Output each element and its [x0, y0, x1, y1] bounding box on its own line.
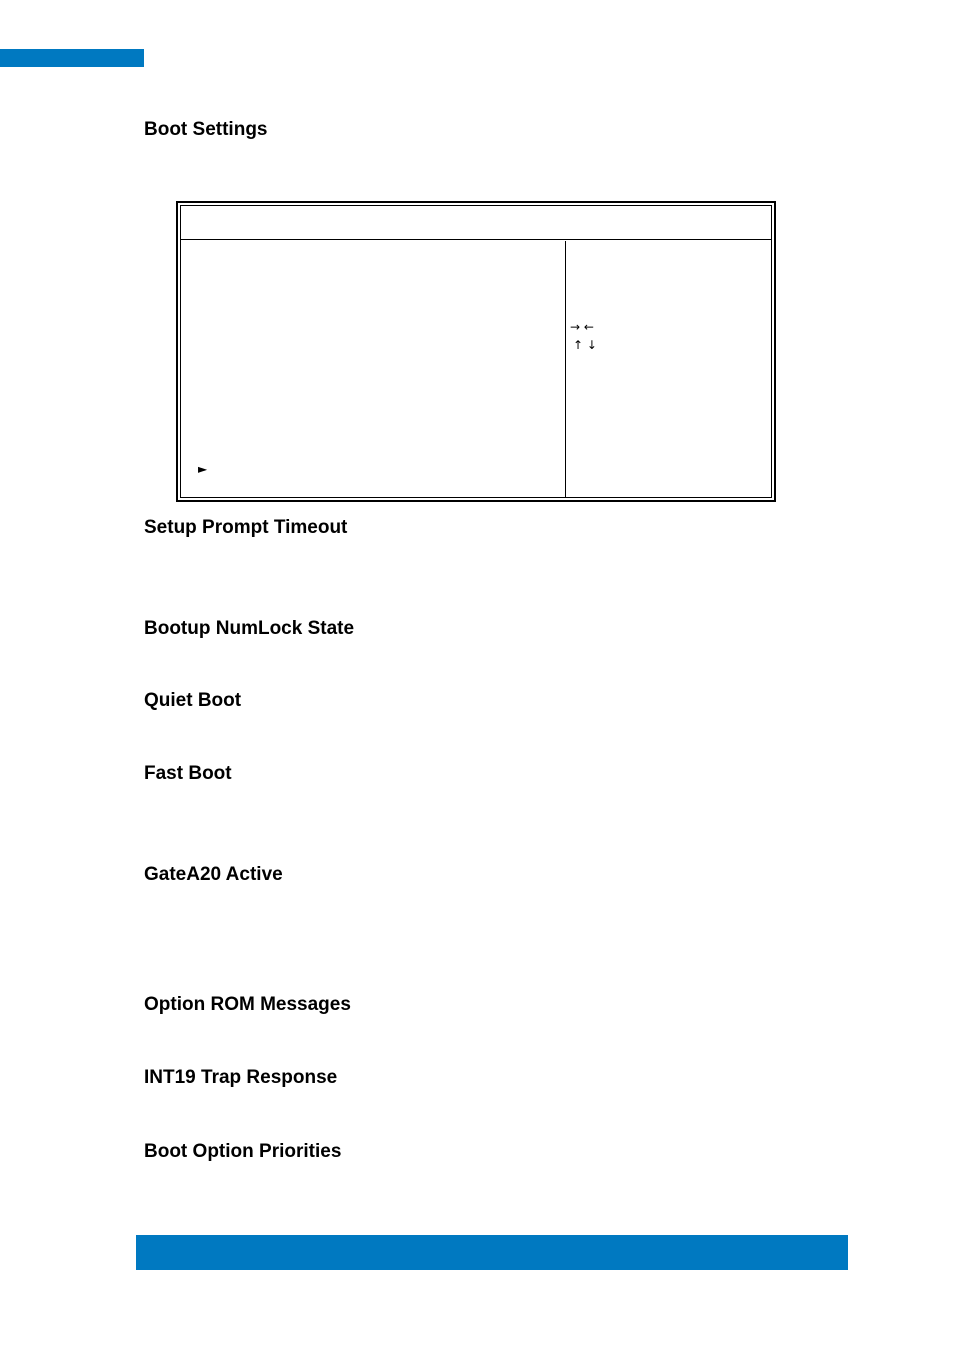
section-heading-gatea20-active: GateA20 Active: [144, 864, 283, 885]
top-accent-bar: [0, 49, 144, 67]
bios-screen-inner-border: [180, 205, 772, 498]
section-heading-quiet-boot: Quiet Boot: [144, 690, 242, 711]
up-down-arrows-icon: ↑ ↓: [573, 338, 597, 352]
bios-panel-divider: [565, 241, 566, 497]
bios-screen: [176, 201, 776, 502]
submenu-arrow-icon: ►: [198, 462, 208, 476]
section-heading-bootup-numlock-state: Bootup NumLock State: [144, 618, 355, 639]
bios-title-bar: [181, 206, 771, 240]
section-heading-boot-option-priorities: Boot Option Priorities: [144, 1141, 342, 1162]
section-heading-int19-trap-response: INT19 Trap Response: [144, 1067, 338, 1088]
section-heading-boot-settings: Boot Settings: [144, 119, 268, 140]
section-heading-option-rom-messages: Option ROM Messages: [144, 994, 351, 1015]
left-right-arrows-icon: → ←: [570, 320, 594, 334]
bottom-accent-bar: [136, 1235, 848, 1270]
section-heading-setup-prompt-timeout: Setup Prompt Timeout: [144, 517, 348, 538]
section-heading-fast-boot: Fast Boot: [144, 763, 232, 784]
